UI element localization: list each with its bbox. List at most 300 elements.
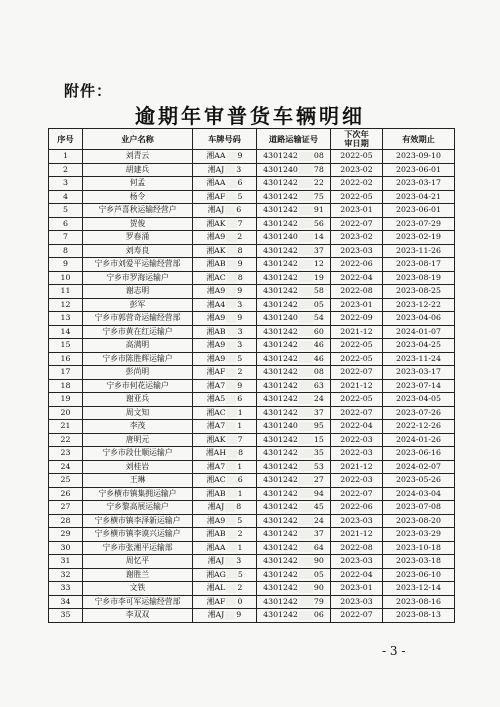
- plate-number: [193, 352, 257, 366]
- cert-tail: 90: [313, 556, 324, 566]
- cert-prefix: 4301240: [263, 313, 298, 323]
- redaction-mask: [299, 611, 313, 620]
- table-row: [49, 568, 455, 582]
- cert-prefix: 4301242: [263, 286, 298, 296]
- cert-tail: 54: [313, 313, 324, 323]
- next-review-date: 2023-03: [331, 555, 383, 569]
- redaction-mask: [226, 462, 236, 471]
- cert-tail: 58: [313, 286, 324, 296]
- redaction-mask: [225, 206, 235, 215]
- plate-tail: 2: [237, 529, 243, 539]
- transport-cert-number: [257, 258, 331, 272]
- plate-tail: 9: [237, 259, 243, 269]
- expiry-date: 2023-09-10: [383, 150, 455, 164]
- operator-name: 罗春涌: [83, 231, 193, 245]
- plate-number: [193, 312, 257, 326]
- next-review-date: 2022-08: [331, 541, 383, 555]
- plate-prefix: 湘AA: [206, 151, 226, 161]
- transport-cert-number: [257, 393, 331, 407]
- row-number: 7: [49, 231, 83, 245]
- cert-prefix: 4301242: [263, 556, 298, 566]
- row-number: 5: [49, 204, 83, 218]
- expiry-date: 2023-02-19: [383, 231, 455, 245]
- row-number: 9: [49, 258, 83, 272]
- plate-tail: 6: [237, 178, 243, 188]
- plate-prefix: 湘A9: [206, 232, 226, 242]
- redaction-mask: [227, 327, 237, 336]
- redaction-mask: [299, 165, 313, 174]
- transport-cert-number: [257, 244, 331, 258]
- cert-tail: 91: [313, 205, 324, 215]
- operator-name: 谢志明: [83, 285, 193, 299]
- next-review-date: 2022-04: [331, 420, 383, 434]
- cert-tail: 95: [313, 421, 324, 431]
- cert-prefix: 4301242: [263, 596, 298, 606]
- next-review-date: 2022-04: [331, 568, 383, 582]
- operator-name: 文铁: [83, 582, 193, 596]
- column-header-cert: 道路运输证号: [257, 129, 331, 150]
- table-row: [49, 339, 455, 353]
- cert-prefix: 4301242: [263, 272, 298, 282]
- cert-tail: 19: [313, 272, 324, 282]
- next-review-date: 2023-03: [331, 595, 383, 609]
- plate-tail: 9: [236, 610, 242, 620]
- operator-name: 李双双: [83, 609, 193, 623]
- cert-prefix: 4301242: [263, 407, 298, 417]
- row-number: 15: [49, 339, 83, 353]
- redaction-mask: [299, 314, 313, 323]
- redaction-mask: [226, 516, 236, 525]
- next-review-date: 2022-05: [331, 339, 383, 353]
- cert-tail: 94: [313, 488, 324, 498]
- cert-prefix: 4301242: [263, 259, 298, 269]
- cert-prefix: 4301242: [263, 380, 298, 390]
- cert-tail: 22: [313, 178, 324, 188]
- row-number: 34: [49, 595, 83, 609]
- transport-cert-number: [257, 501, 331, 515]
- redaction-mask: [299, 489, 313, 498]
- redaction-mask: [299, 381, 313, 390]
- plate-prefix: 湘AF: [206, 367, 226, 377]
- column-header-next-review-text: 下次年审日期: [344, 129, 369, 148]
- next-review-date: 2023-02: [331, 163, 383, 177]
- redaction-mask: [299, 476, 313, 485]
- transport-cert-number: [257, 325, 331, 339]
- cert-prefix: 4301242: [263, 178, 298, 188]
- redaction-mask: [299, 449, 313, 458]
- table-row: [49, 406, 455, 420]
- plate-tail: 3: [237, 326, 243, 336]
- plate-number: [193, 258, 257, 272]
- plate-tail: 5: [237, 353, 243, 363]
- plate-tail: 6: [237, 394, 243, 404]
- row-number: 11: [49, 285, 83, 299]
- row-number: 30: [49, 541, 83, 555]
- redaction-mask: [299, 246, 313, 255]
- expiry-date: 2023-03-17: [383, 366, 455, 380]
- operator-name: 宁乡市黄在红运输户: [83, 325, 193, 339]
- plate-number: [193, 339, 257, 353]
- operator-name: 李茂: [83, 420, 193, 434]
- plate-tail: 8: [237, 245, 243, 255]
- plate-number: [193, 271, 257, 285]
- plate-prefix: 湘A9: [206, 515, 226, 525]
- operator-name: 彭尚明: [83, 366, 193, 380]
- plate-number: [193, 433, 257, 447]
- page-number: - 3 -: [382, 644, 406, 658]
- next-review-date: 2022-07: [331, 217, 383, 231]
- expiry-date: 2023-11-26: [383, 244, 455, 258]
- plate-prefix: 湘A4: [206, 299, 226, 309]
- redaction-mask: [227, 449, 237, 458]
- redaction-mask: [299, 300, 313, 309]
- redaction-mask: [299, 219, 313, 228]
- plate-number: [193, 568, 257, 582]
- cert-tail: 78: [313, 164, 324, 174]
- operator-name: 高满明: [83, 339, 193, 353]
- plate-tail: 2: [237, 583, 243, 593]
- cert-prefix: 4301242: [263, 502, 298, 512]
- next-review-date: 2022-03: [331, 474, 383, 488]
- table-row: [49, 325, 455, 339]
- plate-prefix: 湘AC: [206, 272, 226, 282]
- operator-name: 宁乡市陈胜辉运输户: [83, 352, 193, 366]
- row-number: 31: [49, 555, 83, 569]
- plate-tail: 3: [237, 340, 243, 350]
- plate-number: [193, 528, 257, 542]
- cert-tail: 08: [313, 367, 324, 377]
- operator-name: 胡建兵: [83, 163, 193, 177]
- redaction-mask: [225, 503, 235, 512]
- plate-number: [193, 217, 257, 231]
- redaction-mask: [226, 395, 236, 404]
- plate-prefix: 湘AB: [206, 326, 226, 336]
- redaction-mask: [299, 516, 313, 525]
- table-row: [49, 231, 455, 245]
- expiry-date: 2023-03-29: [383, 528, 455, 542]
- table-row: [49, 366, 455, 380]
- plate-prefix: 湘AF: [206, 191, 226, 201]
- redaction-mask: [299, 260, 313, 269]
- next-review-date: 2022-07: [331, 406, 383, 420]
- plate-number: [193, 501, 257, 515]
- transport-cert-number: [257, 298, 331, 312]
- cert-prefix: 4301242: [263, 191, 298, 201]
- expiry-date: 2024-03-04: [383, 487, 455, 501]
- plate-prefix: 湘A9: [206, 340, 226, 350]
- plate-tail: 1: [237, 407, 243, 417]
- table-row: [49, 555, 455, 569]
- column-header-no: 序号: [49, 129, 83, 150]
- row-number: 8: [49, 244, 83, 258]
- plate-tail: 3: [236, 164, 242, 174]
- redaction-mask: [227, 543, 237, 552]
- redaction-mask: [227, 435, 237, 444]
- plate-number: [193, 163, 257, 177]
- plate-number: [193, 150, 257, 164]
- redaction-mask: [227, 408, 237, 417]
- redaction-mask: [225, 611, 235, 620]
- transport-cert-number: [257, 271, 331, 285]
- plate-tail: 8: [237, 272, 243, 282]
- table-row: [49, 244, 455, 258]
- row-number: 1: [49, 150, 83, 164]
- next-review-date: 2021-12: [331, 460, 383, 474]
- cert-prefix: 4301242: [263, 367, 298, 377]
- plate-number: [193, 244, 257, 258]
- plate-prefix: 湘AG: [206, 569, 226, 579]
- transport-cert-number: [257, 190, 331, 204]
- plate-tail: 9: [237, 380, 243, 390]
- redaction-mask: [299, 179, 313, 188]
- redaction-mask: [226, 422, 236, 431]
- cert-prefix: 4301240: [263, 421, 298, 431]
- column-header-name: 业户名称: [83, 129, 193, 150]
- cert-tail: 75: [313, 191, 324, 201]
- plate-tail: 9: [237, 313, 243, 323]
- row-number: 25: [49, 474, 83, 488]
- cert-tail: 14: [313, 232, 324, 242]
- row-number: 14: [49, 325, 83, 339]
- next-review-date: 2022-09: [331, 312, 383, 326]
- expiry-date: 2023-04-05: [383, 393, 455, 407]
- cert-tail: 06: [313, 610, 324, 620]
- transport-cert-number: [257, 163, 331, 177]
- plate-prefix: 湘A9: [206, 313, 226, 323]
- cert-prefix: 4301242: [263, 434, 298, 444]
- table-row: [49, 379, 455, 393]
- row-number: 18: [49, 379, 83, 393]
- redaction-mask: [299, 233, 313, 242]
- transport-cert-number: [257, 460, 331, 474]
- next-review-date: 2021-12: [331, 528, 383, 542]
- next-review-date: 2023-02: [331, 231, 383, 245]
- plate-number: [193, 595, 257, 609]
- plate-tail: 2: [237, 367, 243, 377]
- expiry-date: 2023-07-26: [383, 406, 455, 420]
- plate-prefix: 湘AA: [206, 542, 226, 552]
- operator-name: 宁乡市李可军运输经营部: [83, 595, 193, 609]
- expiry-date: 2023-07-14: [383, 379, 455, 393]
- plate-tail: 0: [237, 596, 243, 606]
- transport-cert-number: [257, 420, 331, 434]
- expiry-date: 2023-07-29: [383, 217, 455, 231]
- document-title: 逾期年审普货车辆明细: [135, 104, 365, 128]
- transport-cert-number: [257, 447, 331, 461]
- table-row: [49, 285, 455, 299]
- cert-tail: 90: [313, 583, 324, 593]
- operator-name: 宁乡市段仕顺运输户: [83, 447, 193, 461]
- next-review-date: 2023-01: [331, 204, 383, 218]
- expiry-date: 2023-06-01: [383, 204, 455, 218]
- cert-tail: 24: [313, 515, 324, 525]
- plate-tail: 1: [237, 488, 243, 498]
- plate-number: [193, 231, 257, 245]
- next-review-date: 2022-05: [331, 150, 383, 164]
- cert-tail: 27: [313, 475, 324, 485]
- operator-name: 宁乡市罗海运输户: [83, 271, 193, 285]
- table-row: [49, 474, 455, 488]
- transport-cert-number: [257, 379, 331, 393]
- plate-prefix: 湘AJ: [207, 205, 225, 215]
- operator-name: 宁乡横市镇李泽新运输户: [83, 514, 193, 528]
- plate-tail: 6: [236, 205, 242, 215]
- plate-prefix: 湘AK: [206, 434, 226, 444]
- plate-tail: 9: [237, 151, 243, 161]
- plate-prefix: 湘AA: [206, 178, 226, 188]
- plate-tail: 1: [237, 542, 243, 552]
- plate-prefix: 湘A5: [206, 394, 226, 404]
- table-row: [49, 528, 455, 542]
- expiry-date: 2023-12-22: [383, 298, 455, 312]
- transport-cert-number: [257, 177, 331, 191]
- table-row: [49, 447, 455, 461]
- redaction-mask: [227, 273, 237, 282]
- redaction-mask: [299, 327, 313, 336]
- table-row: [49, 150, 455, 164]
- next-review-date: 2022-04: [331, 271, 383, 285]
- plate-tail: 3: [236, 556, 242, 566]
- next-review-date: 2022-03: [331, 433, 383, 447]
- redaction-mask: [299, 273, 313, 282]
- redaction-mask: [226, 192, 236, 201]
- table-header-row: [49, 129, 455, 150]
- plate-prefix: 湘AJ: [207, 502, 225, 512]
- plate-tail: 7: [237, 218, 243, 228]
- table-row: [49, 595, 455, 609]
- cert-prefix: 4301240: [263, 232, 298, 242]
- vehicle-table: [48, 128, 455, 623]
- table-row: [49, 298, 455, 312]
- plate-prefix: 湘A9: [206, 353, 226, 363]
- redaction-mask: [226, 381, 236, 390]
- attachment-label: 附件：: [64, 82, 113, 100]
- plate-number: [193, 474, 257, 488]
- plate-tail: 5: [237, 191, 243, 201]
- operator-name: 刘寿良: [83, 244, 193, 258]
- plate-number: [193, 460, 257, 474]
- row-number: 35: [49, 609, 83, 623]
- transport-cert-number: [257, 595, 331, 609]
- transport-cert-number: [257, 217, 331, 231]
- next-review-date: 2022-07: [331, 487, 383, 501]
- redaction-mask: [299, 354, 313, 363]
- plate-number: [193, 285, 257, 299]
- transport-cert-number: [257, 352, 331, 366]
- row-number: 19: [49, 393, 83, 407]
- transport-cert-number: [257, 285, 331, 299]
- table-row: [49, 582, 455, 596]
- expiry-date: 2023-07-08: [383, 501, 455, 515]
- plate-number: [193, 555, 257, 569]
- cert-prefix: 4301242: [263, 448, 298, 458]
- table-row: [49, 258, 455, 272]
- redaction-mask: [226, 300, 236, 309]
- table-row: [49, 204, 455, 218]
- table-row: [49, 609, 455, 623]
- transport-cert-number: [257, 339, 331, 353]
- expiry-date: 2023-08-19: [383, 271, 455, 285]
- cert-prefix: 4301242: [263, 245, 298, 255]
- redaction-mask: [299, 435, 313, 444]
- transport-cert-number: [257, 609, 331, 623]
- row-number: 17: [49, 366, 83, 380]
- plate-prefix: 湘AB: [206, 488, 226, 498]
- cert-tail: 24: [313, 394, 324, 404]
- plate-prefix: 湘AK: [206, 218, 226, 228]
- expiry-date: 2024-01-26: [383, 433, 455, 447]
- row-number: 24: [49, 460, 83, 474]
- expiry-date: 2022-12-26: [383, 420, 455, 434]
- row-number: 3: [49, 177, 83, 191]
- operator-name: 彭军: [83, 298, 193, 312]
- redaction-mask: [299, 584, 313, 593]
- cert-prefix: 4301242: [263, 542, 298, 552]
- cert-prefix: 4301242: [263, 488, 298, 498]
- cert-prefix: 4301242: [263, 299, 298, 309]
- redaction-mask: [225, 165, 235, 174]
- plate-tail: 7: [237, 434, 243, 444]
- redaction-mask: [299, 408, 313, 417]
- redaction-mask: [299, 597, 313, 606]
- plate-tail: 6: [237, 475, 243, 485]
- next-review-date: 2023-03: [331, 244, 383, 258]
- plate-prefix: 湘AB: [206, 259, 226, 269]
- plate-prefix: 湘A7: [206, 421, 226, 431]
- operator-name: 宁乡黎高展运输户: [83, 501, 193, 515]
- redaction-mask: [299, 368, 313, 377]
- expiry-date: 2023-06-10: [383, 568, 455, 582]
- next-review-date: 2022-05: [331, 190, 383, 204]
- cert-tail: 37: [313, 245, 324, 255]
- row-number: 32: [49, 568, 83, 582]
- transport-cert-number: [257, 514, 331, 528]
- plate-tail: 1: [237, 461, 243, 471]
- plate-tail: 2: [237, 232, 243, 242]
- table-row: [49, 312, 455, 326]
- expiry-date: 2023-03-17: [383, 177, 455, 191]
- table-row: [49, 190, 455, 204]
- transport-cert-number: [257, 150, 331, 164]
- plate-number: [193, 325, 257, 339]
- redaction-mask: [227, 179, 237, 188]
- plate-number: [193, 487, 257, 501]
- cert-prefix: 4301242: [263, 394, 298, 404]
- expiry-date: 2023-03-18: [383, 555, 455, 569]
- plate-tail: 8: [236, 502, 242, 512]
- operator-name: 何孟: [83, 177, 193, 191]
- plate-number: [193, 541, 257, 555]
- table-row: [49, 163, 455, 177]
- cert-prefix: 4301242: [263, 583, 298, 593]
- cert-prefix: 4301242: [263, 205, 298, 215]
- plate-prefix: 湘AJ: [207, 164, 225, 174]
- redaction-mask: [226, 584, 236, 593]
- plate-prefix: 湘AL: [206, 583, 226, 593]
- column-header-next-review: [331, 129, 383, 150]
- row-number: 16: [49, 352, 83, 366]
- plate-tail: 5: [237, 515, 243, 525]
- redaction-mask: [226, 233, 236, 242]
- next-review-date: 2022-06: [331, 258, 383, 272]
- plate-prefix: 湘AF: [206, 596, 226, 606]
- plate-tail: 5: [237, 569, 243, 579]
- expiry-date: 2023-08-17: [383, 258, 455, 272]
- next-review-date: 2023-01: [331, 298, 383, 312]
- expiry-date: 2024-02-07: [383, 460, 455, 474]
- operator-name: 宁乡横市镇集拥运输户: [83, 487, 193, 501]
- row-number: 10: [49, 271, 83, 285]
